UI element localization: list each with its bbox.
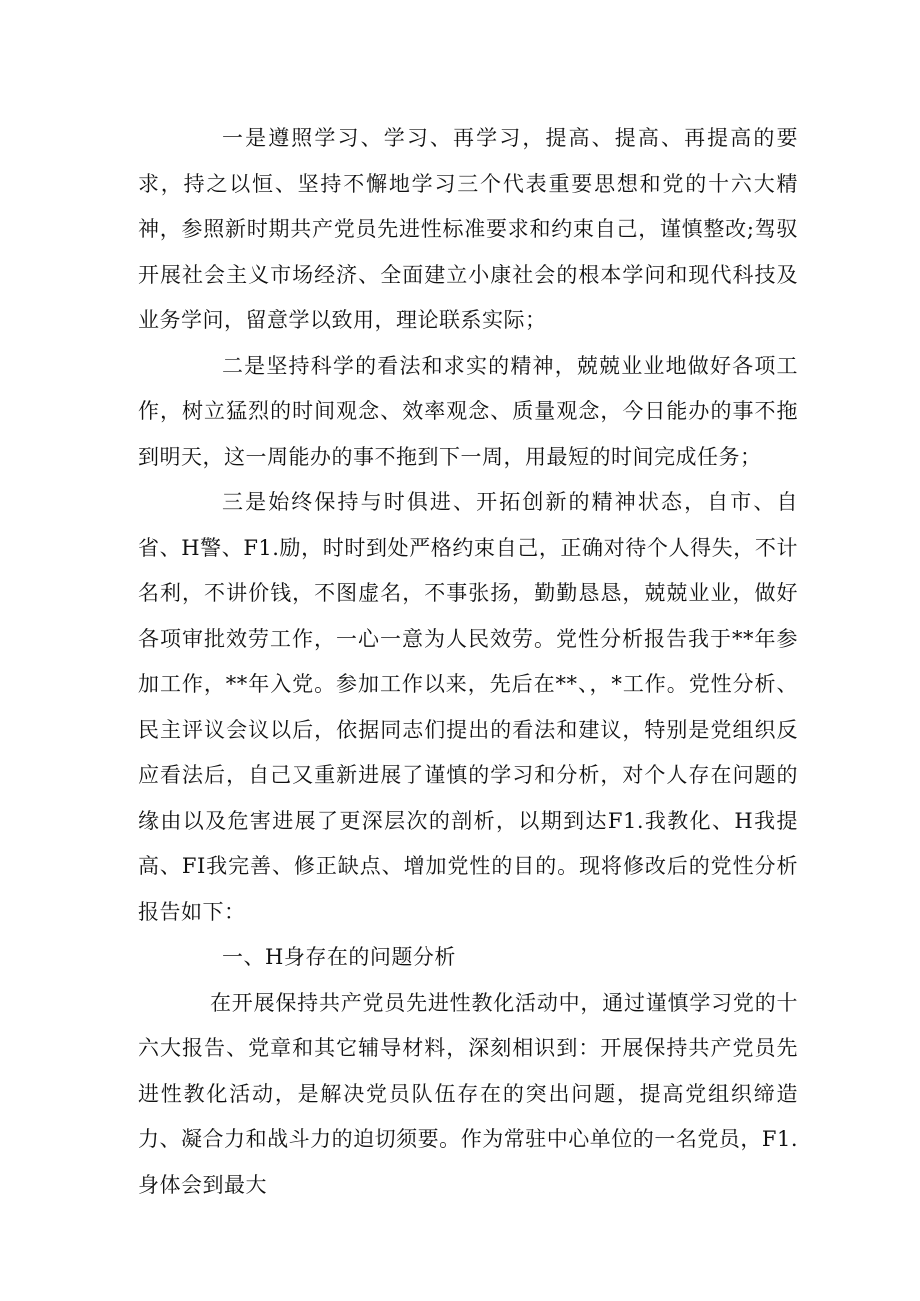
- section-heading: 一、H身存在的问题分析: [222, 945, 456, 969]
- document-body: [138, 116, 798, 1208]
- paragraph-3: 三是始终保持与时俱进、开拓创新的精神状态，自市、自省、H警、F1.励，时时到处严格约束自己，正确对待个人得失，不计名利，不讲价钱，不图虚名，不事张扬，勤勤恳恳，兢兢业业，做好各项审批效劳工作，一心一意为人民效劳。党性分析报告我于**年参加工作，**年入党。参加工作以来，先后在**、，*工作。党性分析、民主评议会议以后，依据同志们提出的看法和建议，特别是党组织反应看法后，自己又重新进展了谨慎的学习和分析，对个人存在问题的缘由以及危害进展了更深层次的剖析，以期到达F1.我教化、H我提高、FI我完善、修正缺点、增加党性的目的。现将修改后的党性分析报告如下：: [138, 490, 798, 924]
- paragraph-2: 二是坚持科学的看法和求实的精神，兢兢业业地做好各项工作，树立猛烈的时间观念、效率观念、质量观念，今日能办的事不拖到明天，这一周能办的事不拖到下一周，用最短的时间完成任务；: [138, 353, 798, 469]
- paragraph-4: 在开展保持共产党员先进性教化活动中，通过谨慎学习党的十六大报告、党章和其它辅导材料，深刻相识到：开展保持共产党员先进性教化活动，是解决党员队伍存在的突出问题，提高党组织缔造力、凝合力和战斗力的迫切须要。作为常驻中心单位的一名党员，F1.身体会到最大: [138, 990, 798, 1197]
- paragraph-1: 一是遵照学习、学习、再学习，提高、提高、再提高的要求，持之以恒、坚持不懈地学习三个代表重要思想和党的十六大精神，参照新时期共产党员先进性标准要求和约束自己，谨慎整改;驾驭开展社会主义市场经济、全面建立小康社会的根本学问和现代科技及业务学问，留意学以致用，理论联系实际；: [138, 126, 798, 332]
